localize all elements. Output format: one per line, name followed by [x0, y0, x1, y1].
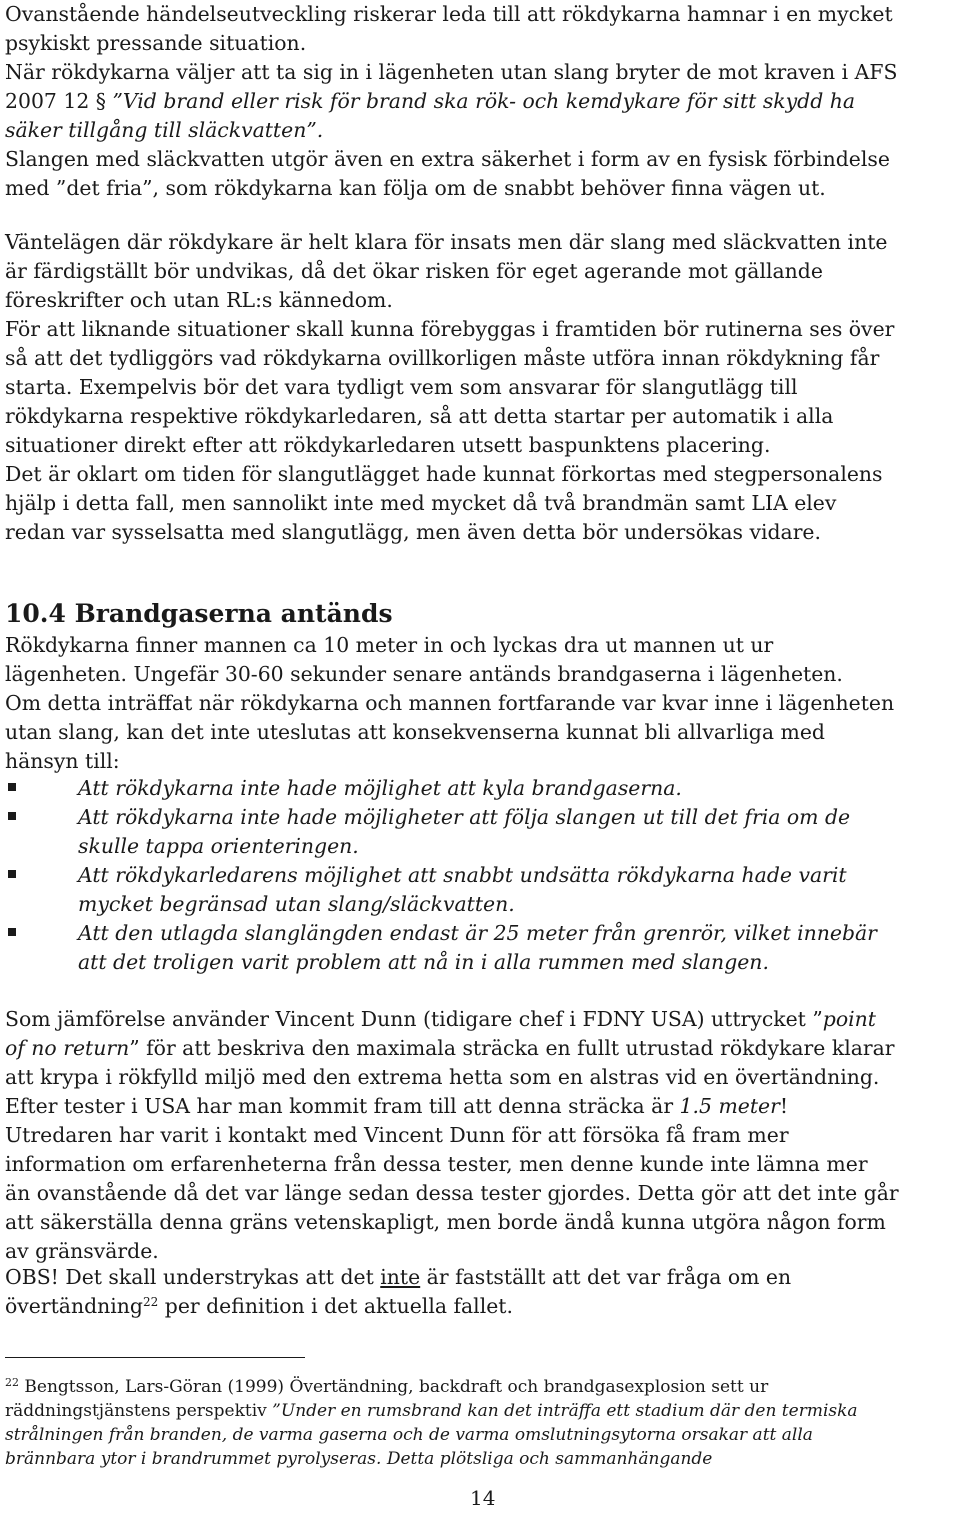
paragraph-line: än ovanstående då det var länge sedan dessa tester gjordes. Detta gör att det inte går — [5, 1181, 899, 1205]
bullet-item-continuation: att det troligen varit problem att nå in i alla rummen med slangen. — [78, 950, 769, 974]
paragraph-line: Slangen med släckvatten utgör även en extra säkerhet i form av en fysisk förbindelse — [5, 147, 890, 171]
paragraph-line: Det är oklart om tiden för slangutlägget hade kunnat förkortas med stegpersonalens — [5, 462, 883, 486]
text-run: ! — [779, 1094, 789, 1118]
text-run: är fastställt att det var fråga om en — [420, 1265, 792, 1289]
footnote-line: strålningen från branden, de varma gaserna och de varma omslutningsytorna orsakar att alla — [5, 1425, 813, 1445]
text-run: Efter tester i USA har man kommit fram till att denna sträcka är — [5, 1094, 680, 1118]
paragraph-line: redan var sysselsatta med slangutlägg, men även detta bör undersökas vidare. — [5, 520, 821, 544]
text-run: övertändning — [5, 1294, 143, 1318]
paragraph-line: När rökdykarna väljer att ta sig in i lägenheten utan slang bryter de mot kraven i AFS — [5, 60, 898, 84]
paragraph-line — [5, 87, 855, 116]
paragraph-line: är färdigställt bör undvikas, då det ökar risken för eget agerande mot gällande — [5, 259, 823, 283]
footnote-line — [5, 1399, 858, 1423]
bullet-item: Att den utlagda slanglängden endast är 25 meter från grenrör, vilket innebär — [78, 921, 877, 945]
bullet-item: Att rökdykarledarens möjlighet att snabbt undsätta rökdykarna hade varit — [78, 863, 847, 887]
bullet-item-continuation: mycket begränsad utan slang/släckvatten. — [78, 892, 515, 916]
paragraph-line: så att det tydliggörs vad rökdykarna ovillkorligen måste utföra innan rökdykning får — [5, 346, 880, 370]
bullet-item-continuation: skulle tappa orienteringen. — [78, 834, 359, 858]
paragraph-line: rökdykarna respektive rökdykarledaren, så att detta startar per automatik i alla — [5, 404, 834, 428]
section-heading: 10.4 Brandgaserna antänds — [5, 599, 393, 628]
paragraph-line — [5, 1263, 791, 1292]
paragraph-line: hjälp i detta fall, men sannolikt inte med mycket då två brandmän samt LIA elev — [5, 491, 837, 515]
bullet-square-icon — [8, 928, 16, 936]
regulation-ref: 2007 12 § — [5, 89, 113, 113]
page-number: 14 — [470, 1486, 496, 1510]
paragraph-line: föreskrifter och utan RL:s kännedom. — [5, 288, 393, 312]
text-run: räddningstjänstens perspektiv — [5, 1401, 273, 1421]
paragraph-line — [5, 1092, 788, 1121]
underlined-word: inte — [380, 1265, 421, 1289]
paragraph-line — [5, 1292, 513, 1321]
text-run: OBS! Det skall understrykas att det — [5, 1265, 381, 1289]
bullet-square-icon — [8, 783, 16, 791]
footnote-line: brännbara ytor i brandrummet pyrolyseras. Detta plötsliga och sammanhängande — [5, 1449, 713, 1469]
text-run: Bengtsson, Lars-Göran (1999) Övertändning, backdraft och brandgasexplosion sett ur — [19, 1377, 769, 1397]
bullet-item: Att rökdykarna inte hade möjligheter att följa slangen ut till det fria om de — [78, 805, 851, 829]
footnote-reference[interactable]: 22 — [143, 1295, 159, 1309]
bullet-square-icon — [8, 870, 16, 878]
footnote-separator — [5, 1357, 305, 1358]
quote-italic: ”Under en rumsbrand kan det inträffa ett stadium där den termiska — [272, 1401, 858, 1421]
paragraph-line: utan slang, kan det inte uteslutas att konsekvenserna kunnat bli allvarliga med — [5, 720, 825, 744]
term-italic: of no return — [5, 1036, 130, 1060]
paragraph-line: Ovanstående händelseutveckling riskerar leda till att rökdykarna hamnar i en mycket — [5, 2, 893, 26]
paragraph-line: Rökdykarna finner mannen ca 10 meter in och lyckas dra ut mannen ut ur — [5, 633, 774, 657]
paragraph-line: Om detta inträffat när rökdykarna och mannen fortfarande var kvar inne i lägenheten — [5, 691, 895, 715]
bullet-item: Att rökdykarna inte hade möjlighet att kyla brandgaserna. — [78, 776, 682, 800]
footnote-number: 22 — [5, 1376, 19, 1389]
paragraph-line — [5, 1005, 876, 1034]
paragraph-line: med ”det fria”, som rökdykarna kan följa om de snabbt behöver finna vägen ut. — [5, 176, 826, 200]
paragraph-line: hänsyn till: — [5, 749, 120, 773]
paragraph-line: Väntelägen där rökdykare är helt klara för insats men där slang med släckvatten inte — [5, 230, 888, 254]
text-run: ” för att beskriva den maximala sträcka en fullt utrustad rökdykare klarar — [129, 1036, 895, 1060]
regulation-quote: ”Vid brand eller risk för brand ska rök- och kemdykare för sitt skydd ha — [112, 89, 856, 113]
paragraph-line: psykiskt pressande situation. — [5, 31, 307, 55]
regulation-quote-line: säker tillgång till släckvatten”. — [5, 118, 324, 142]
paragraph-line — [5, 1034, 895, 1063]
paragraph-line: lägenheten. Ungefär 30-60 sekunder senare antänds brandgaserna i lägenheten. — [5, 662, 843, 686]
paragraph-line: starta. Exempelvis bör det vara tydligt vem som ansvarar för slangutlägg till — [5, 375, 798, 399]
bullet-square-icon — [8, 812, 16, 820]
text-run: Som jämförelse använder Vincent Dunn (tidigare chef i FDNY USA) uttrycket ” — [5, 1007, 823, 1031]
term-italic: point — [822, 1007, 876, 1031]
text-run: per definition i det aktuella fallet. — [158, 1294, 513, 1318]
distance-italic: 1.5 meter — [679, 1094, 780, 1118]
paragraph-line: att krypa i rökfylld miljö med den extrema hetta som en alstras vid en övertändning. — [5, 1065, 880, 1089]
paragraph-line: information om erfarenheterna från dessa tester, men denne kunde inte lämna mer — [5, 1152, 868, 1176]
paragraph-line: av gränsvärde. — [5, 1239, 159, 1263]
footnote-line — [5, 1375, 768, 1399]
paragraph-line: situationer direkt efter att rökdykarledaren utsett baspunktens placering. — [5, 433, 771, 457]
paragraph-line: att säkerställa denna gräns vetenskapligt, men borde ändå kunna utgöra någon form — [5, 1210, 886, 1234]
paragraph-line: Utredaren har varit i kontakt med Vincent Dunn för att försöka få fram mer — [5, 1123, 789, 1147]
paragraph-line: För att liknande situationer skall kunna förebyggas i framtiden bör rutinerna ses över — [5, 317, 895, 341]
